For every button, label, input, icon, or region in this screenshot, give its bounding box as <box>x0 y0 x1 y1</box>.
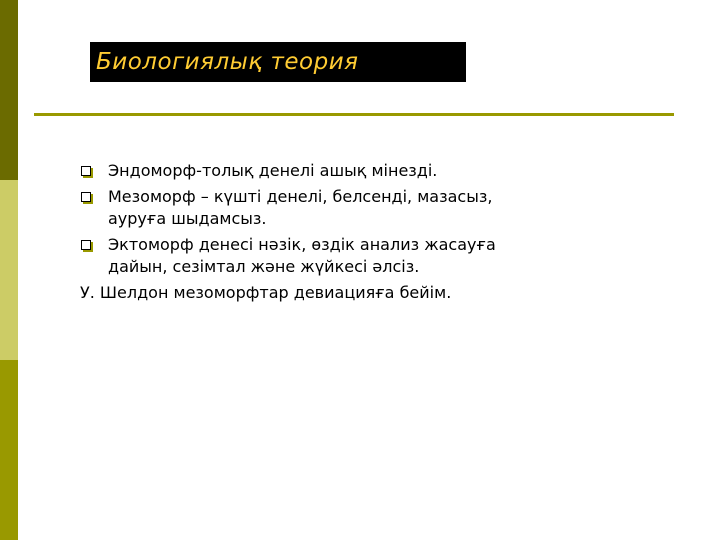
title-divider <box>34 113 674 116</box>
square-bullet-icon <box>81 166 91 176</box>
bullet-text: Эктоморф денесі нәзік, өздік анализ жасауға дайын, сезімтал және жүйкесі әлсіз. <box>108 235 496 276</box>
bullet-list <box>80 160 600 278</box>
side-band-middle <box>0 180 18 360</box>
slide-body <box>80 160 600 304</box>
square-bullet-icon <box>81 240 91 250</box>
bullet-text: Мезоморф – күшті денелі, белсенді, мазасыз, ауруға шыдамсыз. <box>108 187 493 228</box>
slide-title-box <box>90 42 466 82</box>
square-bullet-icon <box>81 192 91 202</box>
bullet-item-ectomorph <box>80 234 518 278</box>
bullet-item-mesomorph <box>80 186 518 230</box>
side-band-bottom <box>0 360 18 540</box>
bullet-text: Эндоморф-толық денелі ашық мінезді. <box>108 161 438 180</box>
side-band-top <box>0 0 18 180</box>
slide-title: Биологиялық теория <box>96 49 359 75</box>
bullet-item-endomorph <box>80 160 518 182</box>
closing-line: У. Шелдон мезоморфтар девиацияға бейім. <box>80 283 452 302</box>
